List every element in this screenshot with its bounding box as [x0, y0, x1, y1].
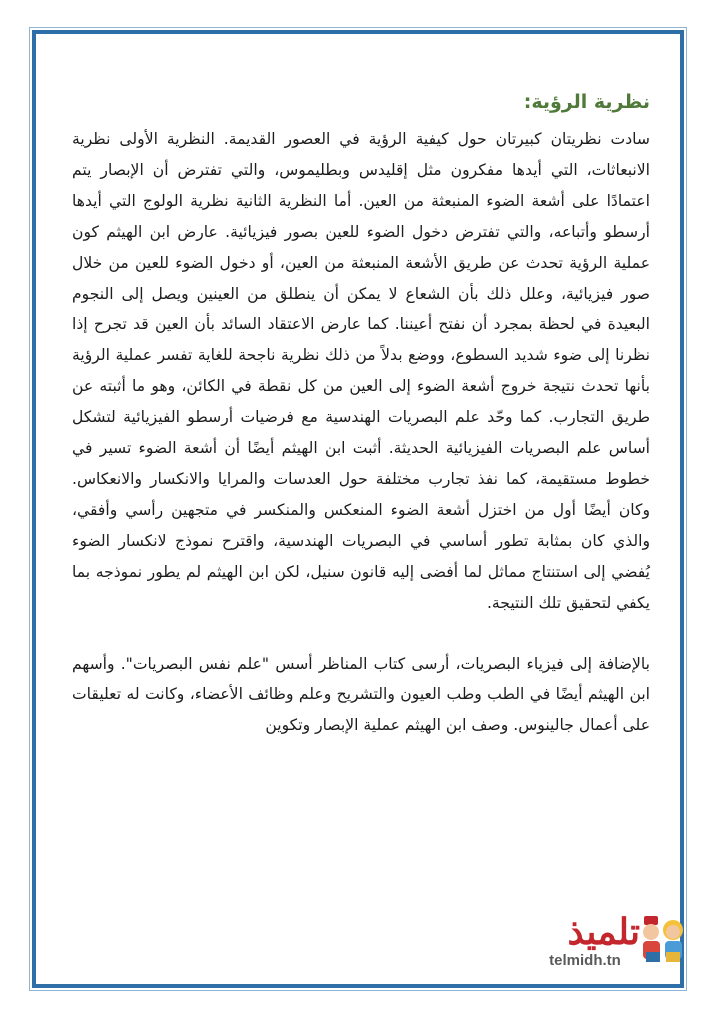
two-kids-reading-icon: [640, 912, 688, 982]
document-body: [72, 88, 650, 741]
logo-word: تلميذ: [567, 911, 640, 953]
paragraph-1: سادت نظريتان كبيرتان حول كيفية الرؤية في العصور القديمة. النظرية الأولى نظرية الانبعاثات، التي أيدها مفكرون مثل إقليدس وبطليموس، والتي تفترض أن الإبصار يتم اعتمادًا على أشعة الضوء المنبعثة من العين. أما النظرية الثانية نظرية الولوج التي أيدها أرسطو وأتباعه، والتي تفترض دخول الضوء للعين بصور فيزيائية. عارض ابن الهيثم كون عملية الرؤية تحدث عن طريق الأشعة المنبعثة من العين، أو دخول الضوء للعين من خلال صور فيزيائية، وعلل ذلك بأن الشعاع لا يمكن أن ينطلق من العينين ويصل إلى النجوم البعيدة في لحظة بمجرد أن نفتح أعيننا. كما عارض الاعتقاد السائد بأن العين قد تجرح إذا نظرنا إلى ضوء شديد السطوع، ووضع بدلاً من ذلك نظرية ناجحة للغاية تفسر عملية الرؤية بأنها تحدث نتيجة خروج أشعة الضوء إلى العين من كل نقطة في الكائن، وهو ما أثبته عن طريق التجارب. كما وحّد علم البصريات الهندسية مع فرضيات أرسطو الفيزيائية لتشكل أساس علم البصريات الفيزيائية الحديثة. أثبت ابن الهيثم أيضًا أن أشعة الضوء تسير في خطوط مستقيمة، كما نفذ تجارب مختلفة حول العدسات والمرايا والانكسار والانعكاس. وكان أيضًا أول من اختزل أشعة الضوء المنعكس والمنكسر في متجهين رأسي وأفقي، والذي كان بمثابة تطور أساسي في البصريات الهندسية، واقترح نموذج لانكسار الضوء يُفضي إلى استنتاج مماثل لما أفضى إليه قانون سنيل، لكن ابن الهيثم لم يطور نموذجه بما يكفي لتحقيق تلك النتيجة.: [72, 130, 650, 612]
logo-url: telmidh.tn: [549, 952, 621, 969]
telmidh-logo: [528, 911, 688, 988]
paragraph-2: بالإضافة إلى فيزياء البصريات، أرسى كتاب المناظر أسس "علم نفس البصريات". وأسهم ابن الهيثم أيضًا في الطب وطب العيون والتشريح وعلم وظائف الأعضاء، وكانت له تعليقات على أعمال جالينوس. وصف ابن الهيثم عملية الإبصار وتكوين: [72, 654, 650, 735]
section-title: نظرية الرؤية:: [523, 91, 650, 113]
